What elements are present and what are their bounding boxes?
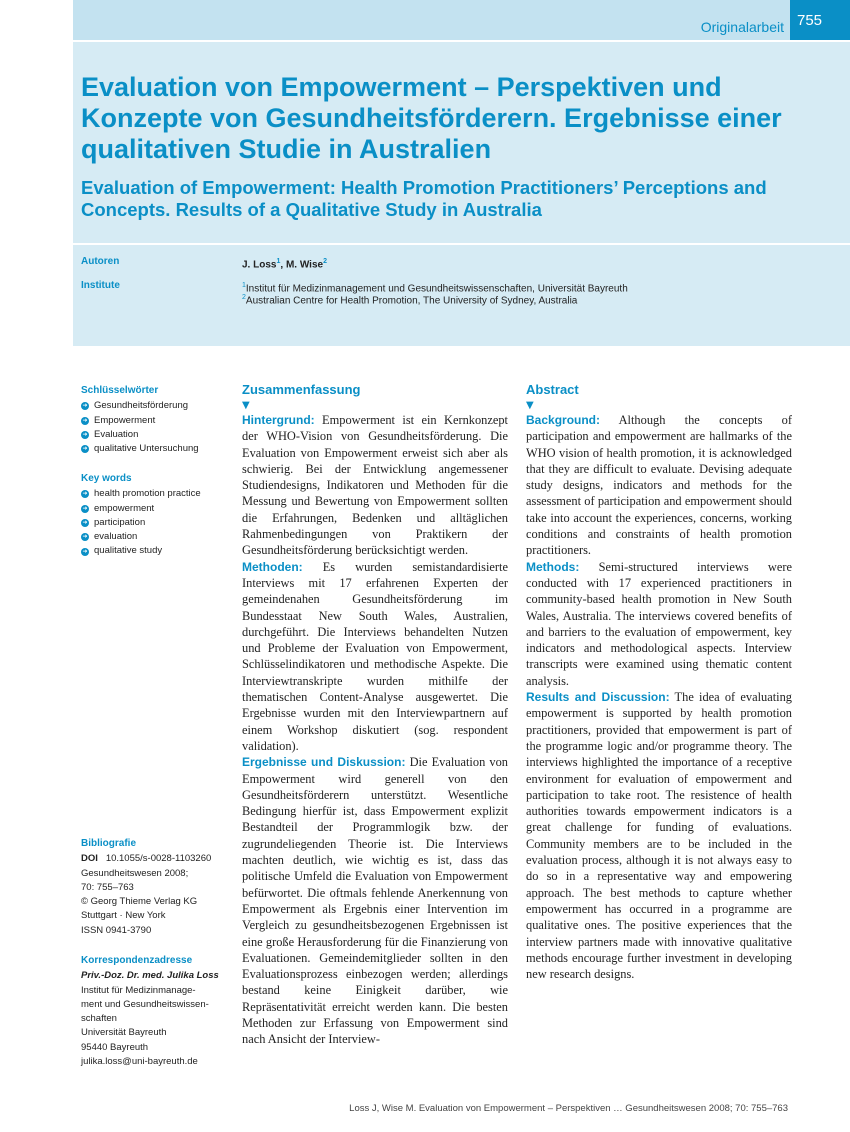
institute-2-name: Australian Centre for Health Promotion, The University of Sydney, Australia (245, 295, 578, 307)
biblio-line: © Georg Thieme Verlag KG (81, 896, 198, 908)
institute-1-name: Institut für Medizinmanagement und Gesundheitswissenschaften, Universität Bayreuth (245, 283, 628, 295)
abstract-german (242, 381, 508, 1048)
keyword-item: ➜ Evaluation (82, 428, 139, 440)
keyword-item: ➜ Empowerment (82, 414, 156, 426)
background-paragraph (526, 412, 792, 559)
doi-line (81, 852, 231, 866)
bullet-arrow-icon: ➜ (82, 548, 88, 555)
biblio-line: Gesundheitswesen 2008; (81, 867, 189, 879)
methods-text: Es wurden semistandardisierte Interviews mit 17 erfahrenen Experten der gemeindenahen Gesundheitsförderung im Bundesstaat New South Wales, Australien, durchgeführt. Die Interviews behandelten Nutzen und Probleme der Evaluation von Empowerment, Schlüsselindikatoren und methodische Aspekte. Die Interviewtranskripte wurden mithilfe der thematischen Content-Analyse ausgewertet. Die Ergebnisse wurden mit den Interviewpartnern auf einem Workshop diskutiert (sog. respondent validation). (242, 559, 508, 753)
arrow-down-icon: ▼ (242, 400, 250, 411)
contact-name: Priv.-Doz. Dr. med. Julika Loss (81, 970, 219, 982)
arrow-down-icon: ▼ (526, 400, 534, 411)
biblio-line: ISSN 0941-3790 (81, 924, 152, 936)
bullet-arrow-icon: ➜ (82, 505, 88, 512)
contact-line: Universität Bayreuth (81, 1027, 167, 1039)
section-label: Originalarbeit (700, 19, 784, 35)
author-1: J. Loss (242, 259, 277, 271)
top-bar (73, 0, 850, 42)
contact-line: ment und Gesundheitswissen- (81, 998, 209, 1010)
abstract-english (526, 381, 792, 982)
methods-paragraph (526, 559, 792, 689)
title-english: Evaluation of Empowerment: Health Promotion Practitioners’ Perceptions and Concepts. Results of a Qualitative Study in Australia (81, 177, 767, 220)
abstract-english-heading: Abstract (526, 382, 579, 397)
institute-2 (242, 292, 577, 307)
results-text: The idea of evaluating empowerment is supported by health promotion practitioners, provided that empowerment is part of the programme logic and/or programme theory. The interviews highlighted the importance of a receptive environment for evaluation of empowerment and participation to take root. The resistence of health authorities towards empowerment indicators is a great challenge for funding of evaluations. Community members are to be included in the evaluation process, although it is not always easy to do so in a representative way and empowering approach. The best methods to capture whether empowerment has occurred in a programme are qualitative ones. The positive experiences that the interview partners made with innovative qualitative methods encourage further investment in developing new research designs. (526, 690, 792, 982)
contact-line: 95440 Bayreuth (81, 1041, 149, 1053)
methods-label: Methods: (526, 559, 580, 574)
bibliography-heading: Bibliografie (81, 838, 137, 849)
doi-value[interactable]: 10.1055/s-0028-1103260 (105, 853, 212, 865)
biblio-line: 70: 755–763 (81, 881, 134, 893)
keywords-english-heading: Key words (81, 473, 132, 484)
background-label: Hintergrund: (242, 413, 315, 427)
keyword-item: ➜ qualitative study (82, 545, 163, 557)
bullet-arrow-icon: ➜ (82, 491, 88, 498)
page-number: 755 (790, 0, 850, 40)
results-text: Die Evaluation von Empowerment wird generell von den Gesundheitsförderern unterstützt. Wesentliche Bedingung hierfür ist, dass Empowerment explizit Bestandteil der Programmlogik bzw. der zugrundeliegenden Theorie ist. Die Interviews machten deutlich, wie wichtig es ist, dass das politische Umfeld die Evaluation von Empowerment befürwortet. Die oftmals fehlende Anerkennung von Empowerment als Ergebnis einer Intervention im Vergleich zu gesundheitsbezogenen Ergebnissen ist eine große Herausforderung für die Finanzierung von Evaluationen. Gemeindemitglieder sollten in den Evaluationsprozess einbezogen werden; allerdings bestand keine Einigkeit darüber, wie Repräsentativität erreicht werden kann. Die besten Methoden zur Erfassung von Empowerment sind nach Ansicht der Interview- (242, 755, 508, 1047)
results-paragraph (526, 689, 792, 982)
doi-label: DOI (81, 853, 98, 865)
keyword-item: ➜ Gesundheitsförderung (82, 400, 189, 412)
authors (242, 256, 327, 271)
keywords-german-heading: Schlüsselwörter (81, 385, 159, 396)
correspondence-heading: Korrespondenzadresse (81, 955, 193, 966)
keyword-item: ➜ evaluation (82, 531, 138, 543)
institute-2-number: 2 (242, 294, 246, 301)
background-paragraph (242, 412, 508, 559)
keywords-english (81, 472, 231, 559)
contact-line: Institut für Medizinmanage- (81, 984, 196, 996)
author-2: M. Wise (285, 259, 324, 271)
contact-email[interactable]: julika.loss@uni-bayreuth.de (81, 1056, 198, 1068)
bullet-arrow-icon: ➜ (82, 417, 88, 424)
background-text: Empowerment ist ein Kernkonzept der WHO-Vision von Gesundheitsförderung. Die Evaluation von Empowerment erweist sich aber als schwierig. Bei der Entwicklung angemessener Studiendesigns, Indikatoren und Methoden für die Messung und Bewertung von Empowerment sollten die Erfahrungen, Bedenken und alltäglichen Rahmenbedingungen von Praktikern der Gesundheitsförderung berücksichtigt werden. (242, 413, 508, 558)
abstract-german-heading: Zusammenfassung (242, 382, 361, 397)
institutes-label: Institute (81, 280, 120, 291)
correspondence (81, 954, 231, 1069)
authors-label: Autoren (81, 256, 120, 267)
keyword-item: ➜ health promotion practice (82, 488, 201, 500)
contact-line: schaften (81, 1013, 117, 1025)
institute-1-number: 1 (242, 282, 246, 289)
results-label: Results and Discussion: (526, 690, 670, 705)
bibliography (81, 837, 231, 938)
background-label: Background: (526, 413, 601, 427)
keywords-german (81, 384, 231, 456)
bullet-arrow-icon: ➜ (82, 534, 88, 541)
keyword-item: ➜ participation (82, 516, 146, 528)
keyword-item: ➜ qualitative Untersuchung (82, 443, 199, 455)
author-separator: , (280, 259, 286, 271)
bullet-arrow-icon: ➜ (82, 446, 88, 453)
bullet-arrow-icon: ➜ (82, 403, 88, 410)
divider (73, 243, 850, 245)
biblio-line: Stuttgart · New York (81, 910, 166, 922)
footer-citation: Loss J, Wise M. Evaluation von Empowerment – Perspektiven … Gesundheitswesen 2008; 70: 755–763 (349, 1103, 788, 1114)
author-2-affiliation: 2 (323, 258, 327, 265)
background-text: Although the concepts of participation and empowerment are hallmarks of the WHO vision of health promotion, it is acknowledged that they are difficult to evaluate. Devising adequate study designs, indicators and methods for the assessment of participation and empowerment should take into account the experiences, concerns, working conditions and constraints of health promotion practitioners. (526, 413, 792, 558)
title-german: Evaluation von Empowerment – Perspektiven und Konzepte von Gesundheitsförderern. Ergebnisse einer qualitativen Studie in Australien (81, 72, 782, 164)
results-paragraph (242, 754, 508, 1047)
methods-label: Methoden: (242, 559, 303, 574)
methods-paragraph (242, 559, 508, 755)
methods-text: Semi-structured interviews were conducted with 17 experienced practitioners in community-based health promotion in New South Wales, Australia. The interviews covered benefits of and barriers to the evaluation of empowerment, key indicators and methodological aspects. Interview transcripts were examined using thematic content analysis. (526, 559, 792, 688)
bullet-arrow-icon: ➜ (82, 432, 88, 439)
bullet-arrow-icon: ➜ (82, 520, 88, 527)
results-label: Ergebnisse und Diskussion: (242, 755, 406, 770)
author-1-affiliation: 1 (276, 258, 281, 265)
keyword-item: ➜ empowerment (82, 502, 155, 514)
